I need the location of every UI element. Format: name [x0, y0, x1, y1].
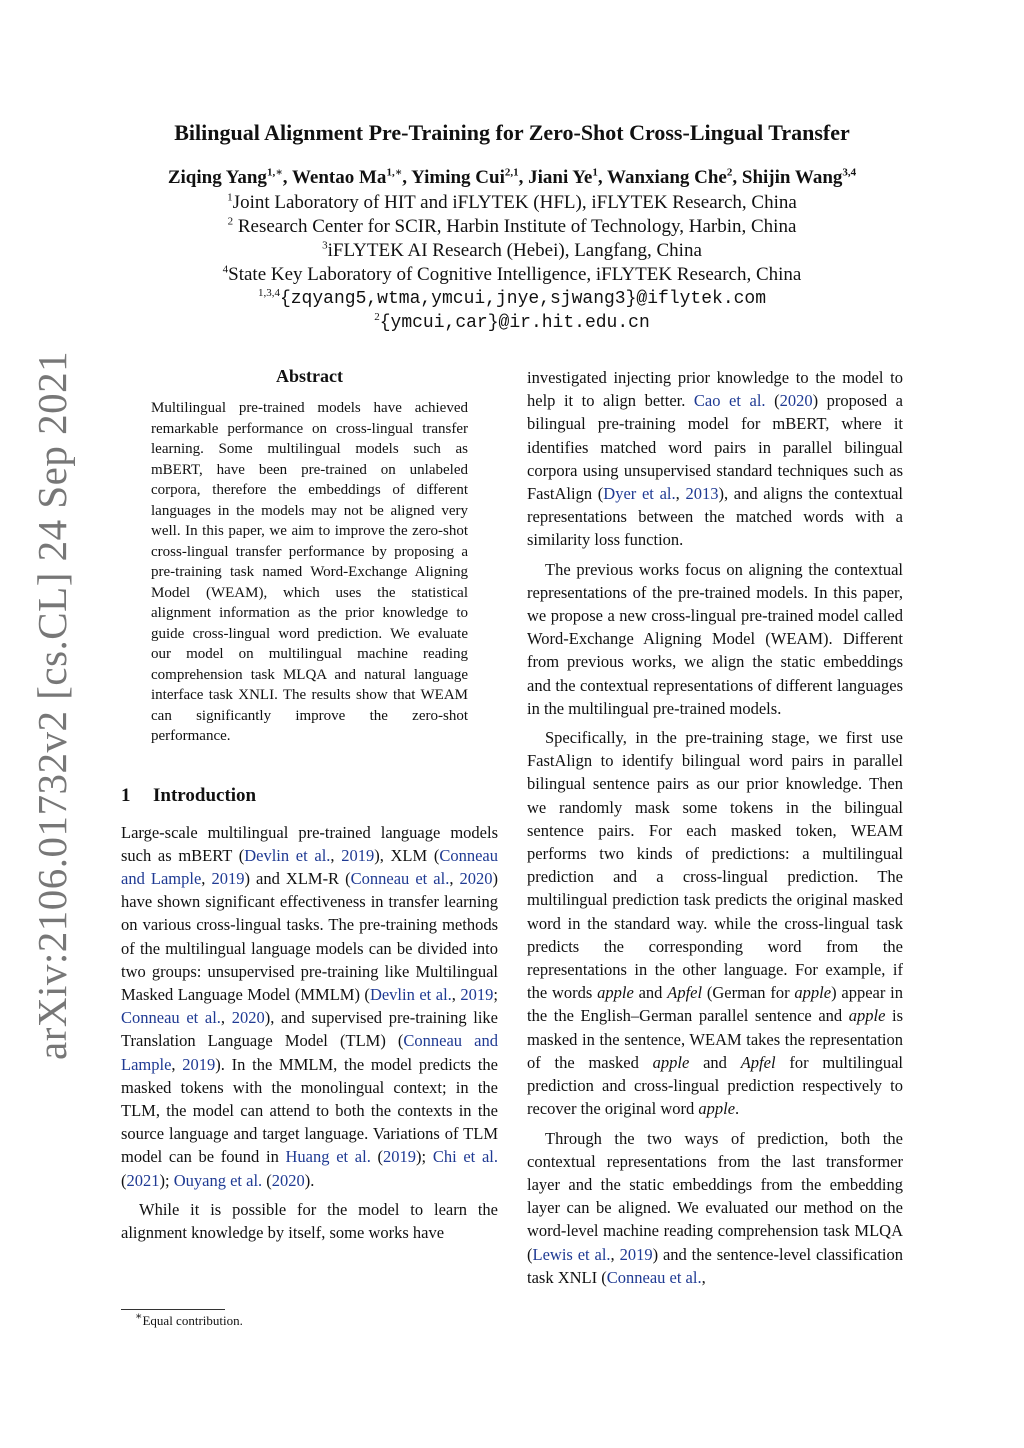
italic-term: apple [597, 983, 634, 1003]
citation-link[interactable]: 2019 [182, 1054, 216, 1074]
citation-link[interactable]: 2021 [126, 1170, 160, 1190]
citation-link[interactable]: Conneau and Lample [121, 1031, 498, 1074]
right-paragraph-4: Through the two ways of prediction, both the contextual representations from the last transformer layer and the static embeddings from the embedding layer can be aligned. We evaluated our method on the word-level machine reading comprehension task MLQA (Lewis et al., 2019) and the sentence-level classification task XNLI (Conneau et al., [527, 1128, 904, 1287]
citation-link[interactable]: Cao et al. [693, 391, 766, 411]
affiliation-list [0, 191, 1024, 287]
citation-link[interactable]: 2020 [779, 391, 813, 411]
citation-link[interactable]: 2020 [459, 868, 493, 888]
paper-header [0, 165, 1024, 335]
citation-link[interactable]: Conneau et al. [606, 1267, 702, 1287]
citation-link[interactable]: 2019 [383, 1147, 417, 1167]
italic-term: apple [848, 1006, 886, 1026]
author-name: Ziqing Yang [167, 167, 267, 188]
intro-paragraph-2: While it is possible for the model to learn the alignment knowledge by itself, some works have [121, 1199, 498, 1242]
citation-link[interactable]: 2019 [460, 984, 494, 1004]
affiliation-line: $^1$Joint Laboratory of HIT and iFLYTEK (HFL), iFLYTEK Research, China [227, 191, 797, 213]
right-paragraph-2: The previous works focus on aligning the contextual representations of the pre-trained models. In this paper, we propose a new cross-lingual pre-trained model called Word-Exchange Aligning Model (WEAM). Different from previous works, we align the static embeddings and the contextual representations of different languages in the multilingual pre-trained models. [527, 559, 903, 718]
right-paragraph-3: Specifically, in the pre-training stage, we first use FastAlign to identify bilingual word pairs in parallel bilingual sentence pairs as our prior knowledge. Then we randomly mask some tokens in the bilingual sentence pairs. For each masked token, WEAM performs two kinds of predictions: a multilingual prediction and a cross-lingual prediction. The multilingual prediction task predicts the original masked word in the standard way. while the cross-lingual task predicts the corresponding word from the representations in the other language. For example, if the words apple and Apfel (German for apple) appear in the the English–German parallel sentence and apple is masked in the sentence, WEAM takes the representation of the masked apple and Apfel for multilingual prediction and cross-lingual prediction respectively to recover the original word apple. [527, 728, 904, 1119]
author-affiliation-mark: 1,∗ [386, 166, 403, 179]
citation-link[interactable]: Chi et al. [432, 1147, 498, 1167]
citation-link[interactable]: 2013 [685, 484, 719, 504]
author-name: Shijin Wang [741, 167, 843, 188]
citation-link[interactable]: 2019 [341, 845, 375, 865]
affiliation-line: $^3$iFLYTEK AI Research (Hebei), Langfang, China [322, 239, 702, 261]
footnote-mark: ∗ [135, 1310, 143, 1323]
citation-link[interactable]: Devlin et al. [244, 845, 331, 865]
italic-term: Apfel [740, 1052, 776, 1072]
email-line: $^{1,3,4}${zqyang5,wtma,ymcui,jnye,sjwang3}@iflytek.com [257, 287, 767, 309]
author-affiliation-mark: 2,1 [504, 166, 519, 179]
citation-link[interactable]: Ouyang et al. [173, 1170, 263, 1190]
author-name: Jiani Ye [528, 167, 593, 188]
section-number: 1 [121, 784, 131, 806]
paper-title: Bilingual Alignment Pre-Training for Zero-Shot Cross-Lingual Transfer [174, 120, 850, 145]
italic-term: apple [794, 983, 832, 1003]
author-list: Ziqing Yang$^{1,∗}$, Wentao $Ma^{1,∗}$, Yiming Cui$^{2,1}$, Jiani Ye$^1$, Wanxiang Che$^2$, Shijin Wang$^{3,4}$ [167, 166, 857, 188]
affiliation-line: $^4$State Key Laboratory of Cognitive Intelligence, iFLYTEK Research, China [222, 263, 802, 285]
right-paragraph-1: investigated injecting prior knowledge to the model to help it to align better. Cao et al. (2020) proposed a bilingual pre-training model for mBERT, where it identifies matched word pairs in parallel bilingual corpora using unsupervised standard techniques such as FastAlign (Dyer et al., 2013), and aligns the contextual representations between the matched words with a similarity loss function. [527, 368, 903, 550]
citation-link[interactable]: Lewis et al. [532, 1244, 611, 1264]
abstract-heading: Abstract [276, 366, 343, 386]
citation-link[interactable]: Conneau et al. [121, 1008, 221, 1028]
author-affiliation-mark: 2 [726, 166, 733, 179]
email-line: $^2${ymcui,car}@ir.hit.edu.cn [374, 311, 650, 333]
footnote [135, 1310, 243, 1329]
author-affiliation-mark: 1 [592, 166, 598, 179]
citation-link[interactable]: 2019 [619, 1244, 653, 1264]
affiliation-line: $^2$ Research Center for SCIR, Harbin Institute of Technology, Harbin, China [227, 215, 797, 237]
author-name: Yiming Cui [411, 167, 505, 188]
arxiv-identifier: arXiv:2106.01732v2 [cs.CL] 24 Sep 2021 [29, 350, 75, 1060]
citation-link[interactable]: 2020 [231, 1008, 265, 1028]
author-name: Wanxiang Che [607, 167, 727, 188]
intro-paragraph-1: Large-scale multilingual pre-trained language models such as mBERT (Devlin et al., 2019), XLM (Conneau and Lample, 2019) and XLM-R (Conneau et al., 2020) have shown significant effectiveness in transfer learning on various cross-lingual tasks. The pre-training methods of the multilingual language models can be divided into two groups: unsupervised pre-training like Multilingual Masked Language Model (MMLM) (Devlin et al., 2019; Conneau et al., 2020), and supervised pre-training like Translation Language Model (TLM) (Conneau and Lample, 2019). In the MMLM, the model predicts the masked tokens with the monolingual context; in the TLM, the model can attend to both the contexts in the source language and target language. Variations of TLM model can be found in Huang et al. (2019); Chi et al. (2021); Ouyang et al. (2020). [121, 822, 499, 1190]
italic-term: apple [698, 1099, 736, 1119]
citation-link[interactable]: Devlin et al. [369, 984, 452, 1004]
email-list [0, 287, 1024, 335]
right-column [527, 366, 903, 1289]
section-title: Introduction [153, 784, 257, 806]
italic-term: apple [652, 1052, 690, 1072]
citation-link[interactable]: 2020 [271, 1170, 305, 1190]
author-affiliation-mark: 3,4 [842, 166, 857, 179]
section-heading-introduction [121, 785, 498, 807]
author-affiliation-mark: 1,∗ [266, 166, 283, 179]
left-column [121, 366, 498, 1244]
author-name: Wentao Ma [291, 167, 387, 188]
italic-term: Apfel [667, 983, 703, 1003]
citation-link[interactable]: Huang et al. [285, 1147, 371, 1167]
citation-link[interactable]: Conneau et al. [350, 868, 450, 888]
citation-link[interactable]: Conneau and Lample [121, 845, 498, 888]
footnote-text: Equal contribution. [142, 1313, 243, 1328]
abstract-body: Multilingual pre-trained models have achieved remarkable performance on cross-lingual transfer learning. Some multilingual models such as mBERT, have been pre-trained on unlabeled corpora, therefore the embeddings of different languages in the models may not be aligned very well. In this paper, we aim to improve the zero-shot cross-lingual transfer performance by proposing a pre-training task named Word-Exchange Aligning Model (WEAM), which uses the statistical alignment information as the prior knowledge to guide cross-lingual word prediction. We evaluate our model on multilingual machine reading comprehension task MLQA and natural language interface task XNLI. The results show that WEAM can significantly improve the zero-shot performance. [151, 400, 468, 744]
citation-link[interactable]: 2019 [211, 868, 245, 888]
citation-link[interactable]: Dyer et al. [603, 484, 676, 504]
